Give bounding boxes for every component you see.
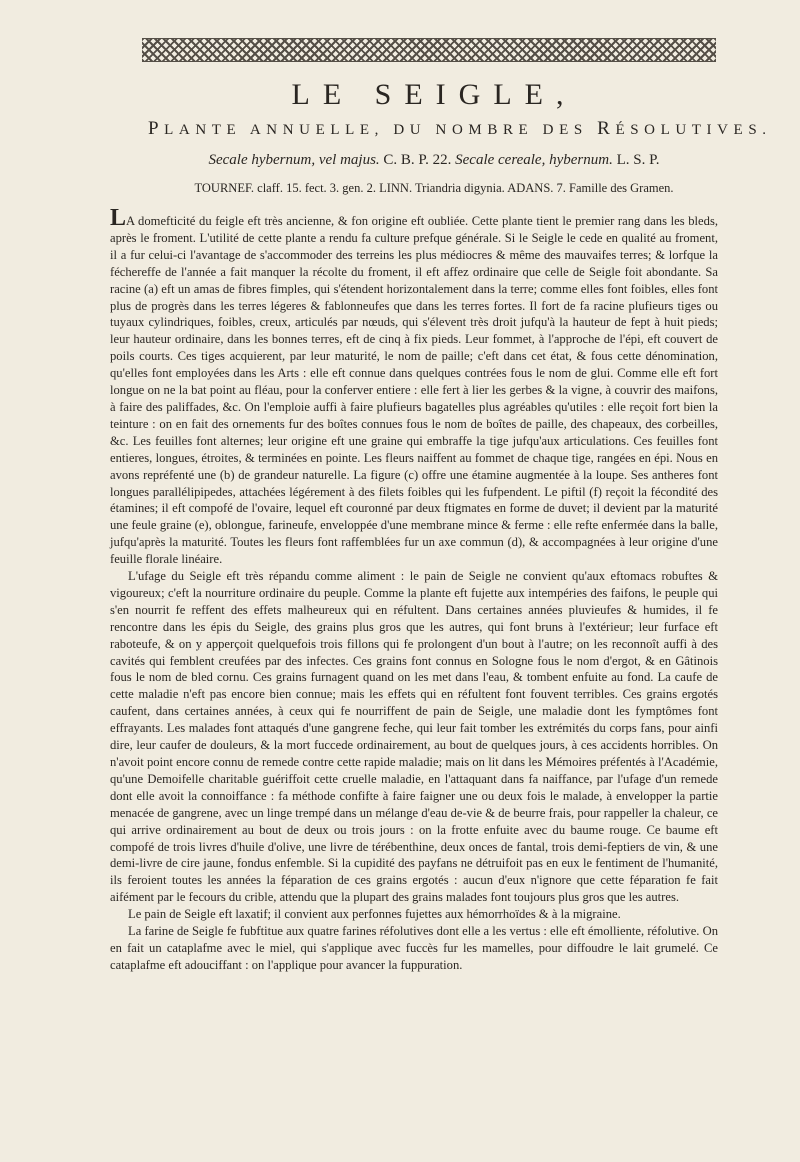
article-body xyxy=(110,205,718,974)
latin-name-2: Secale cereale, hybernum. xyxy=(455,152,613,168)
paragraph-1-text: A domefticité du feigle eft très ancienne, & fon origine eft oubliée. Cette plante tient le premier rang dans les bleds, après le froment. L'utilité de cette plante a rendu fa culture prefque générale. Si le Seigle le cede en qualité au froment, il a fur celui-ci l'avantage de s'accommoder des terreins les plus médiocres & même des mauvaifes terres; & lorfque la féchereffe de l'année a fait manquer la récolte du froment, il eft affez ordinaire que celle de Seigle foit abondante. Sa racine (a) eft un amas de fibres fimples, qui s'étendent horizontalement dans la terre; comme elles font foibles, elles font plus de progrès dans les terres légeres & fablonneufes que dans les terres fortes. Il fort de fa racine plufieurs tiges ou tuyaux cylindriques, foibles, creux, articulés par nœuds, qui s'élevent très droit jufqu'à la hauteur de fept à huit pieds; leur hauteur ordinaire, dans les bonnes terres, eft de cinq à fix pieds. Leur fommet, à l'approche de l'épi, eft couvert de poils courts. Ces tiges acquierent, par leur maturité, le nom de paille; c'eft dans cet état, & fous cette dénomination, qu'elles font employées dans les Arts : elle eft connue dans quelques contrées fous le nom de glui. Comme elle eft fort longue on ne la bat point au fléau, pour la conferver entiere : elle fert à lier les gerbes & la vigne, à couvrir des maifons, à faire des paliffades, &c. On l'emploie auffi à faire plufieurs bagatelles plus agréables qu'utiles : elle reçoit fort bien la teinture : on en fait des ornements fur des boîtes connues fous le nom de boîtes de paille, des chapeaux, des corbeilles, &c. Les feuilles font alternes; leur origine eft une graine qui embraffe la tige jufqu'aux articulations. Ces feuilles font entieres, longues, étroites, & terminées en pointe. Les fleurs naiffent au fommet de chaque tige, rangées en épi. Nous en avons repréfenté une (b) de grandeur naturelle. La figure (c) offre une étamine augmentée à la loupe. Ses antheres font longues parallélipipedes, attachées légérement à des filets foibles qui les fufpendent. Le piftil (f) reçoit la fécondité des étamines; il eft compofé de l'ovaire, lequel eft couronné par deux ftigmates en forme de duvet; il devient par la maturité une feule graine (e), oblongue, farineufe, enveloppée d'une membrane mince & ferme : elle refte enfermée dans la balle, jufqu'après la maturité. Toutes les fleurs font raffemblées fur un axe commun (d), & accompagnées à leur origine d'une feuille florale linéaire. xyxy=(110,214,718,567)
subtitle-initial: P xyxy=(148,118,165,139)
paragraph-1 xyxy=(110,205,718,568)
paragraph-3: Le pain de Seigle eft laxatif; il convient aux perfonnes fujettes aux hémorrhoïdes & à la migraine. xyxy=(128,907,621,922)
subtitle-text-2: ÉSOLUTIVES. xyxy=(615,122,772,138)
botanical-references: TOURNEF. claff. 15. fect. 3. gen. 2. LINN. Triandria digynia. ADANS. 7. Famille des Gramen. xyxy=(194,181,674,195)
latin-name-1: Secale hybernum, vel majus. xyxy=(208,152,380,168)
drop-cap: L xyxy=(110,205,127,231)
paragraph-4: La farine de Seigle fe fubftitue aux quatre farines réfolutives dont elle a les vertus : elle eft émolliente, réfolutive. On en fait un cataplafme avec le miel, qui s'applique avec fuccès fur les mamelles, pour diffoudre le lait grumelé. Ce cataplafme eft adouciffant : on l'applique pour avancer la fuppuration. xyxy=(110,924,718,972)
latin-names xyxy=(150,152,718,169)
latin-ref-2: L. S. P. xyxy=(612,152,660,168)
latin-ref-1: C. B. P. 22. xyxy=(379,152,456,168)
subtitle-initial-2: R xyxy=(597,118,616,139)
decorative-header-border xyxy=(142,38,716,62)
subtitle-text-1: LANTE ANNUELLE, DU NOMBRE DES xyxy=(164,122,598,138)
paragraph-2: L'ufage du Seigle eft très répandu comme aliment : le pain de Seigle ne convient qu'aux eftomacs robuftes & vigoureux; c'eft la nourriture ordinaire du peuple. Comme la plante eft fujette aux intempéries des faifons, le peuple qui s'en nourrit fe reffent des effets malheureux qui en réfultent. Dans certaines années pluvieufes & humides, il fe rencontre dans les épis du Seigle, des grains plus gros que les autres, qui font bruns à l'extérieur; leur furface eft raboteufe, & on y apperçoit quelquefois trois fillons qui fe prolongent d'un bout à l'autre; on les reconnoît auffi à des cavités qui femblent creufées par des infectes. Ces grains font connus en Sologne fous le nom d'ergot, & en Gâtinois fous le nom de bled cornu. Ces grains furnagent quand on les met dans l'eau, & tombent enfuite au fond. La caufe de cette maladie n'eft pas encore bien connue; mais les effets qui en réfultent font fouvent terribles. Ces grains ergotés caufent, dans certaines années, à ceux qui fe nourriffent de pain de Seigle, une maladie dont les fymptômes font effrayants. Les malades font attaqués d'une gangrene feche, qui leur fait tomber les extrémités du corps fans, pour ainfi dire, leur caufer de douleurs, & la mort fuccede ordinairement, au bout de quelques jours, à ces accidents horribles. On n'avoit point encore connu de remede contre cette rapide maladie; mais on lit dans les Mémoires préfentés à l'Académie, qu'une Demoifelle charitable guériffoit cette cruelle maladie, en l'attaquant dans fa naiffance, par l'ufage d'un remede dont elle avoit la connoiffance : fa méthode confifte à faire faigner une ou deux fois le malade, à envelopper la partie menacée de gangrene, avec un linge trempé dans un mélange d'eau de-vie & de beurre frais, pour rappeller la chaleur, ce qui arrive ordinairement au bout de deux ou trois jours : on la frotte enfuite avec du baume rouge. Ce baume eft compofé de trois livres d'huile d'olive, une livre de térébenthine, deux onces de fantal, trois demi-feptiers de vin, & une demi-livre de cire jaune, fondus enfemble. Si la cupidité des payfans ne détruifoit pas en eux le fentiment de l'humanité, ils feroient toutes les années la féparation de ces grains ergotés : aucun d'eux n'ignore que cette féparation fe fait aifément par le fecours du crible, attendu que la plupart des grains malades font toujours plus gros que les autres. xyxy=(110,569,718,905)
plant-classification-subtitle xyxy=(148,118,772,140)
page-title: LE SEIGLE, xyxy=(291,78,577,111)
